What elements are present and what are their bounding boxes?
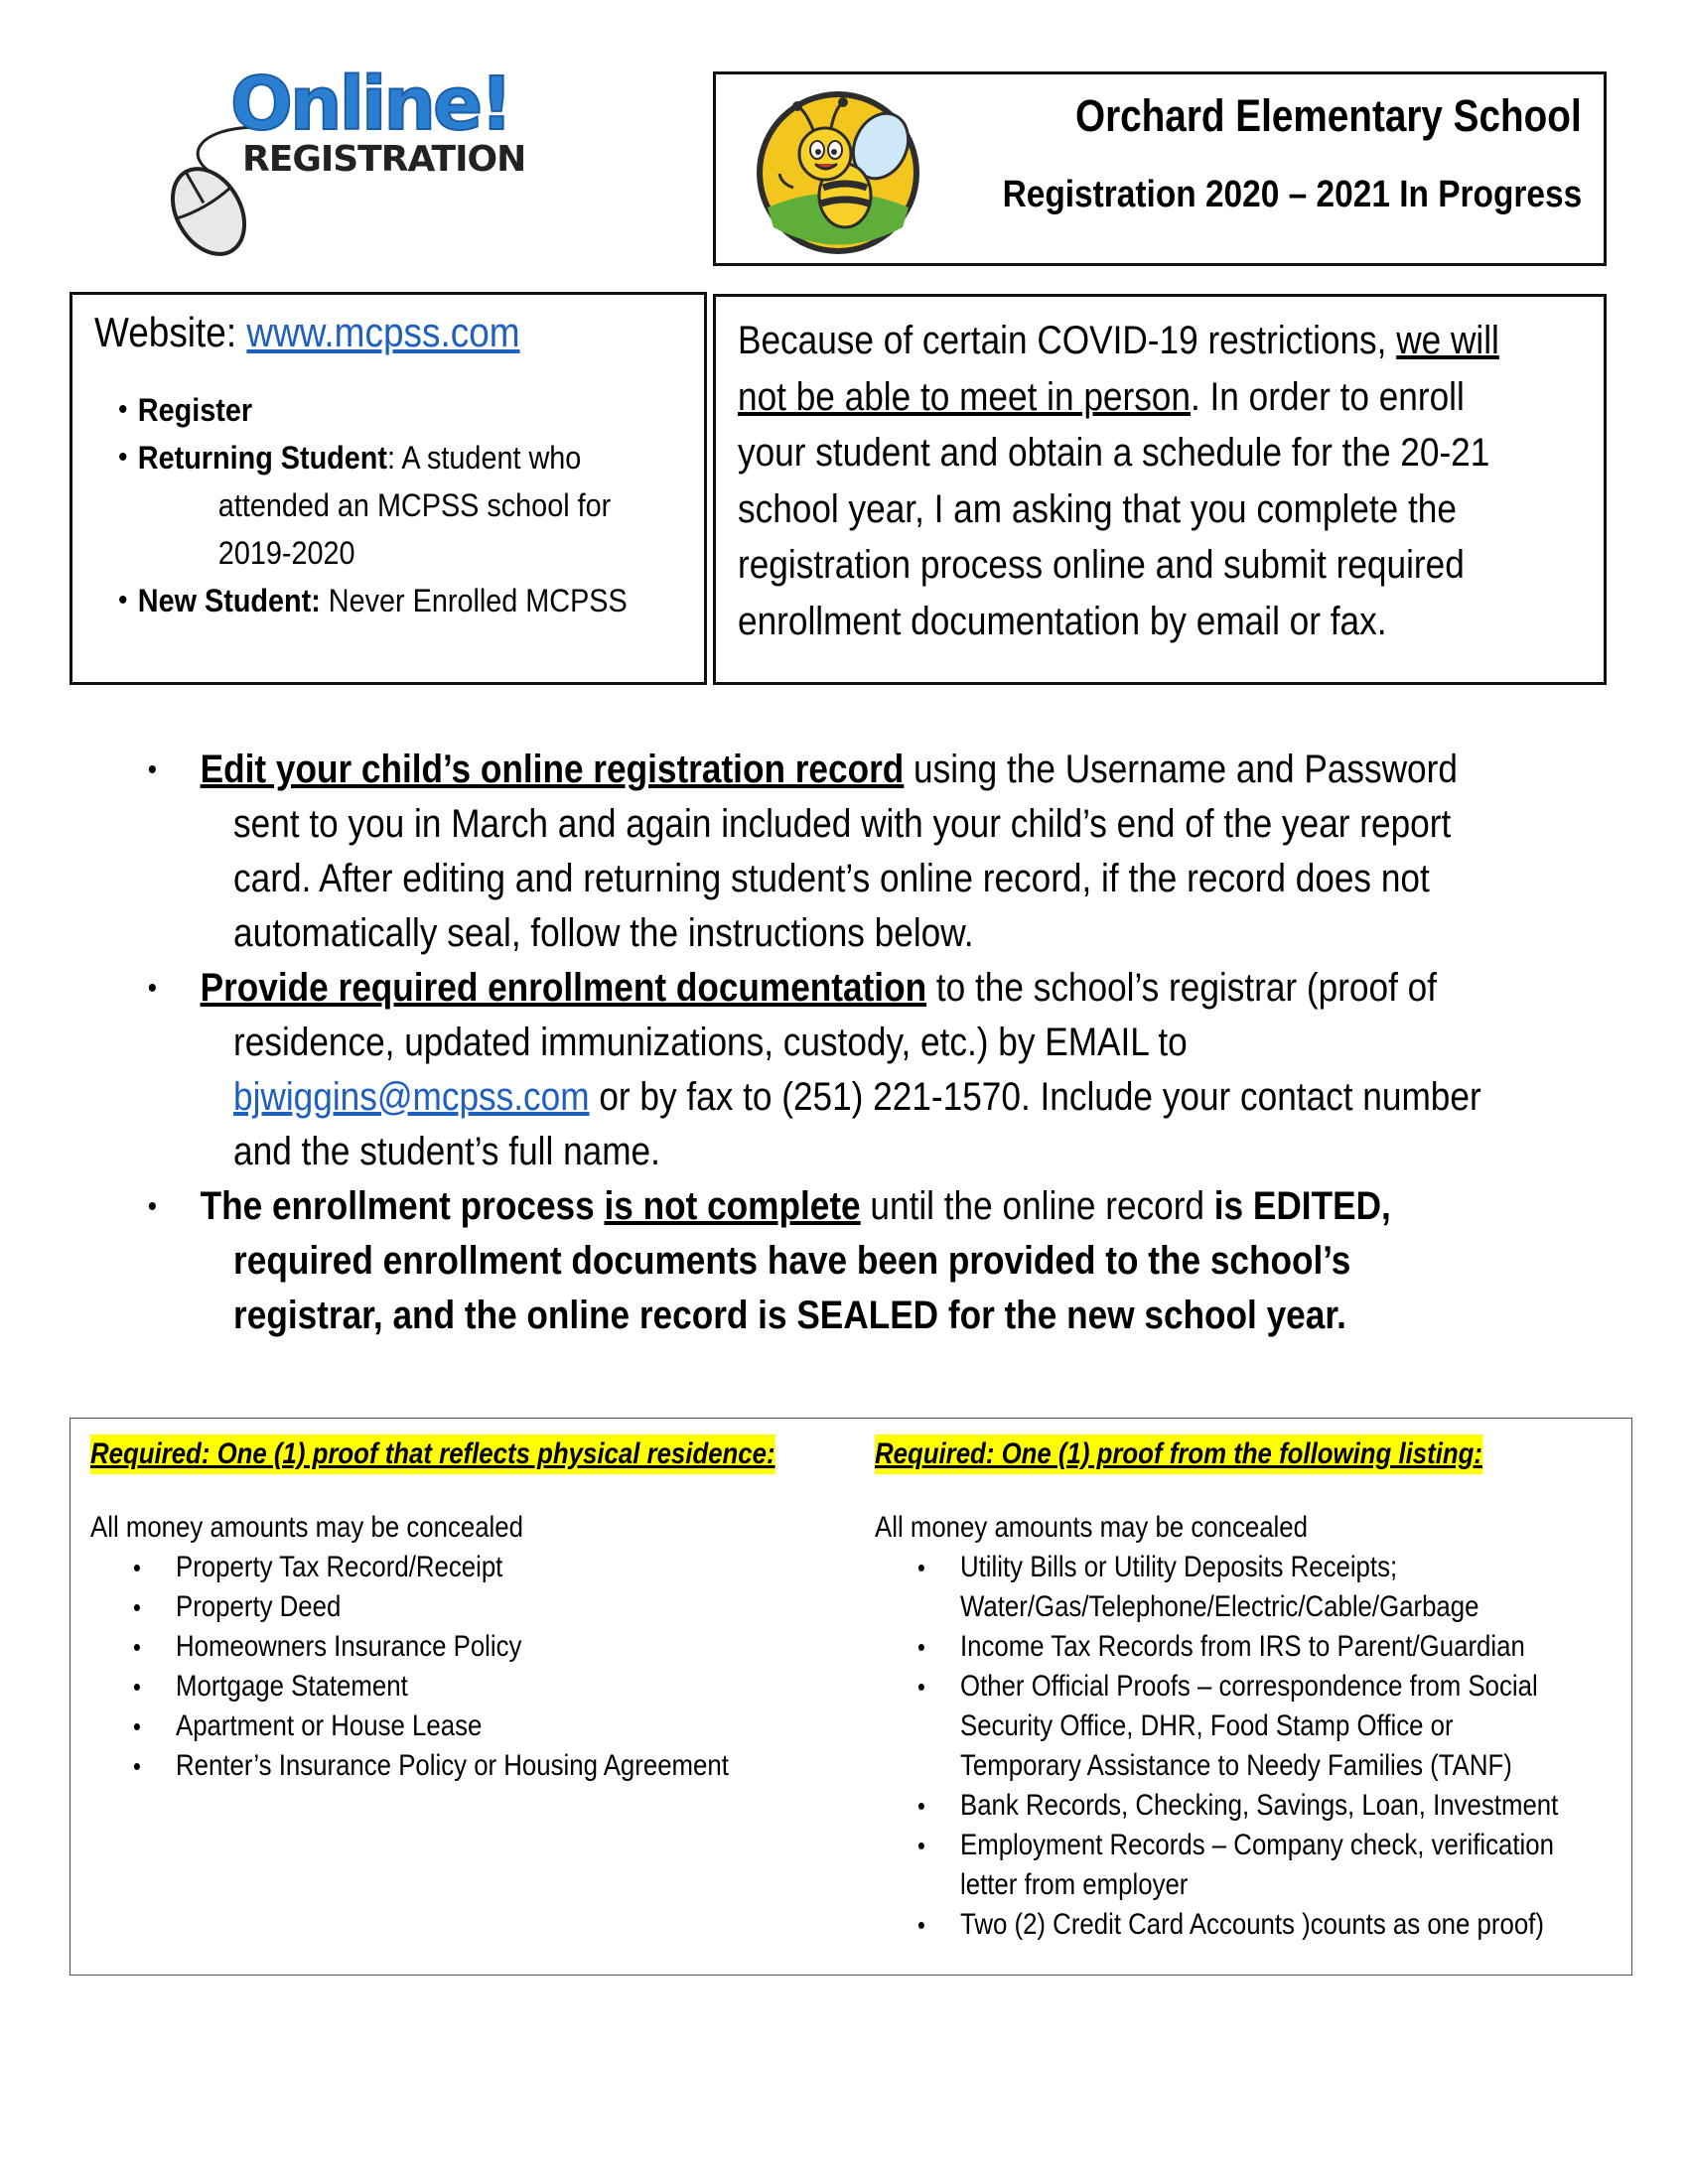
logo-registration-text: REGISTRATION [242, 139, 526, 180]
covid-notice-text: Because of certain COVID-19 restrictions, we will not be able to meet in person. In order to enroll your student and obtain a schedule for the 20-21 school year, I am asking that you complete the registration process online and submit required enrollment documentation by email or fax. [738, 319, 1499, 643]
list-item: • Homeowners Insurance Policy [90, 1627, 697, 1667]
list-item-returning-student: • Returning Student: A student who attended an MCPSS school for 2019-2020 [118, 434, 710, 577]
website-label: Website: [94, 309, 247, 355]
list-item: • Renter’s Insurance Policy or Housing Agreement [90, 1746, 697, 1786]
list-item: • Bank Records, Checking, Savings, Loan, Investment [875, 1786, 1481, 1826]
required-proofs-box [70, 1418, 1632, 1976]
residence-proof-heading: Required: One (1) proof that reflects physical residence: [90, 1434, 775, 1474]
logo-online-text: Online! [230, 62, 510, 147]
list-item: • Mortgage Statement [90, 1667, 697, 1706]
listing-proof-list [875, 1548, 1629, 1945]
list-item: • Apartment or House Lease [90, 1706, 697, 1746]
online-registration-logo [139, 62, 536, 256]
list-item: • Other Official Proofs – correspondence from Social Security Office, DHR, Food Stamp Office or Temporary Assistance to Needy Families (TANF) [875, 1667, 1481, 1786]
school-name: Orchard Elementary School [1075, 90, 1582, 141]
list-item: • Two (2) Credit Card Accounts )counts as one proof) [875, 1905, 1481, 1945]
instructions-list [139, 743, 1628, 1343]
list-item-new-student: • New Student: Never Enrolled MCPSS [118, 577, 710, 624]
website-line [94, 309, 520, 356]
registrar-email-link[interactable]: bjwiggins@mcpss.com [233, 1075, 590, 1119]
listing-proof-heading: Required: One (1) proof from the following listing: [875, 1434, 1482, 1474]
school-header-box [713, 71, 1607, 266]
list-item: • Income Tax Records from IRS to Parent/Guardian [875, 1627, 1481, 1667]
registration-status: Registration 2020 – 2021 In Progress [1002, 174, 1582, 215]
instruction-enrollment-complete: • The enrollment process is not complete until the online record is EDITED, required enrollment documents have been provided to the school’s registrar, and the online record is SEALED for the new school year. [139, 1179, 1642, 1343]
residence-money-note: All money amounts may be concealed [90, 1511, 523, 1544]
bee-mascot-icon [754, 88, 922, 257]
website-link[interactable]: www.mcpss.com [246, 309, 520, 355]
list-item: • Property Deed [90, 1587, 697, 1627]
instruction-provide-documentation: • Provide required enrollment documentation to the school’s registrar (proof of residence, updated immunizations, custody, etc.) by EMAIL to bjwiggins@mcpss.com or by fax to (251) 221-1570. Include your contact number and the student’s full name. [139, 961, 1642, 1179]
residence-proof-list [90, 1548, 825, 1786]
website-info-box [70, 292, 707, 685]
list-item: • Utility Bills or Utility Deposits Receipts; Water/Gas/Telephone/Electric/Cable/Garbage [875, 1548, 1481, 1627]
instruction-edit-record: • Edit your child’s online registration record using the Username and Password sent to you in March and again included with your child’s end of the year report card. After editing and returning student’s online record, if the record does not automatically seal, follow the instructions below. [139, 743, 1642, 961]
list-item: • Property Tax Record/Receipt [90, 1548, 697, 1587]
student-type-list [118, 386, 714, 624]
covid-notice-box [713, 294, 1607, 685]
listing-proof-column [875, 1434, 1629, 1945]
residence-proof-column [90, 1434, 825, 1786]
listing-money-note: All money amounts may be concealed [875, 1511, 1308, 1544]
list-item-register: • Register [118, 386, 710, 434]
list-item: • Employment Records – Company check, verification letter from employer [875, 1826, 1481, 1905]
